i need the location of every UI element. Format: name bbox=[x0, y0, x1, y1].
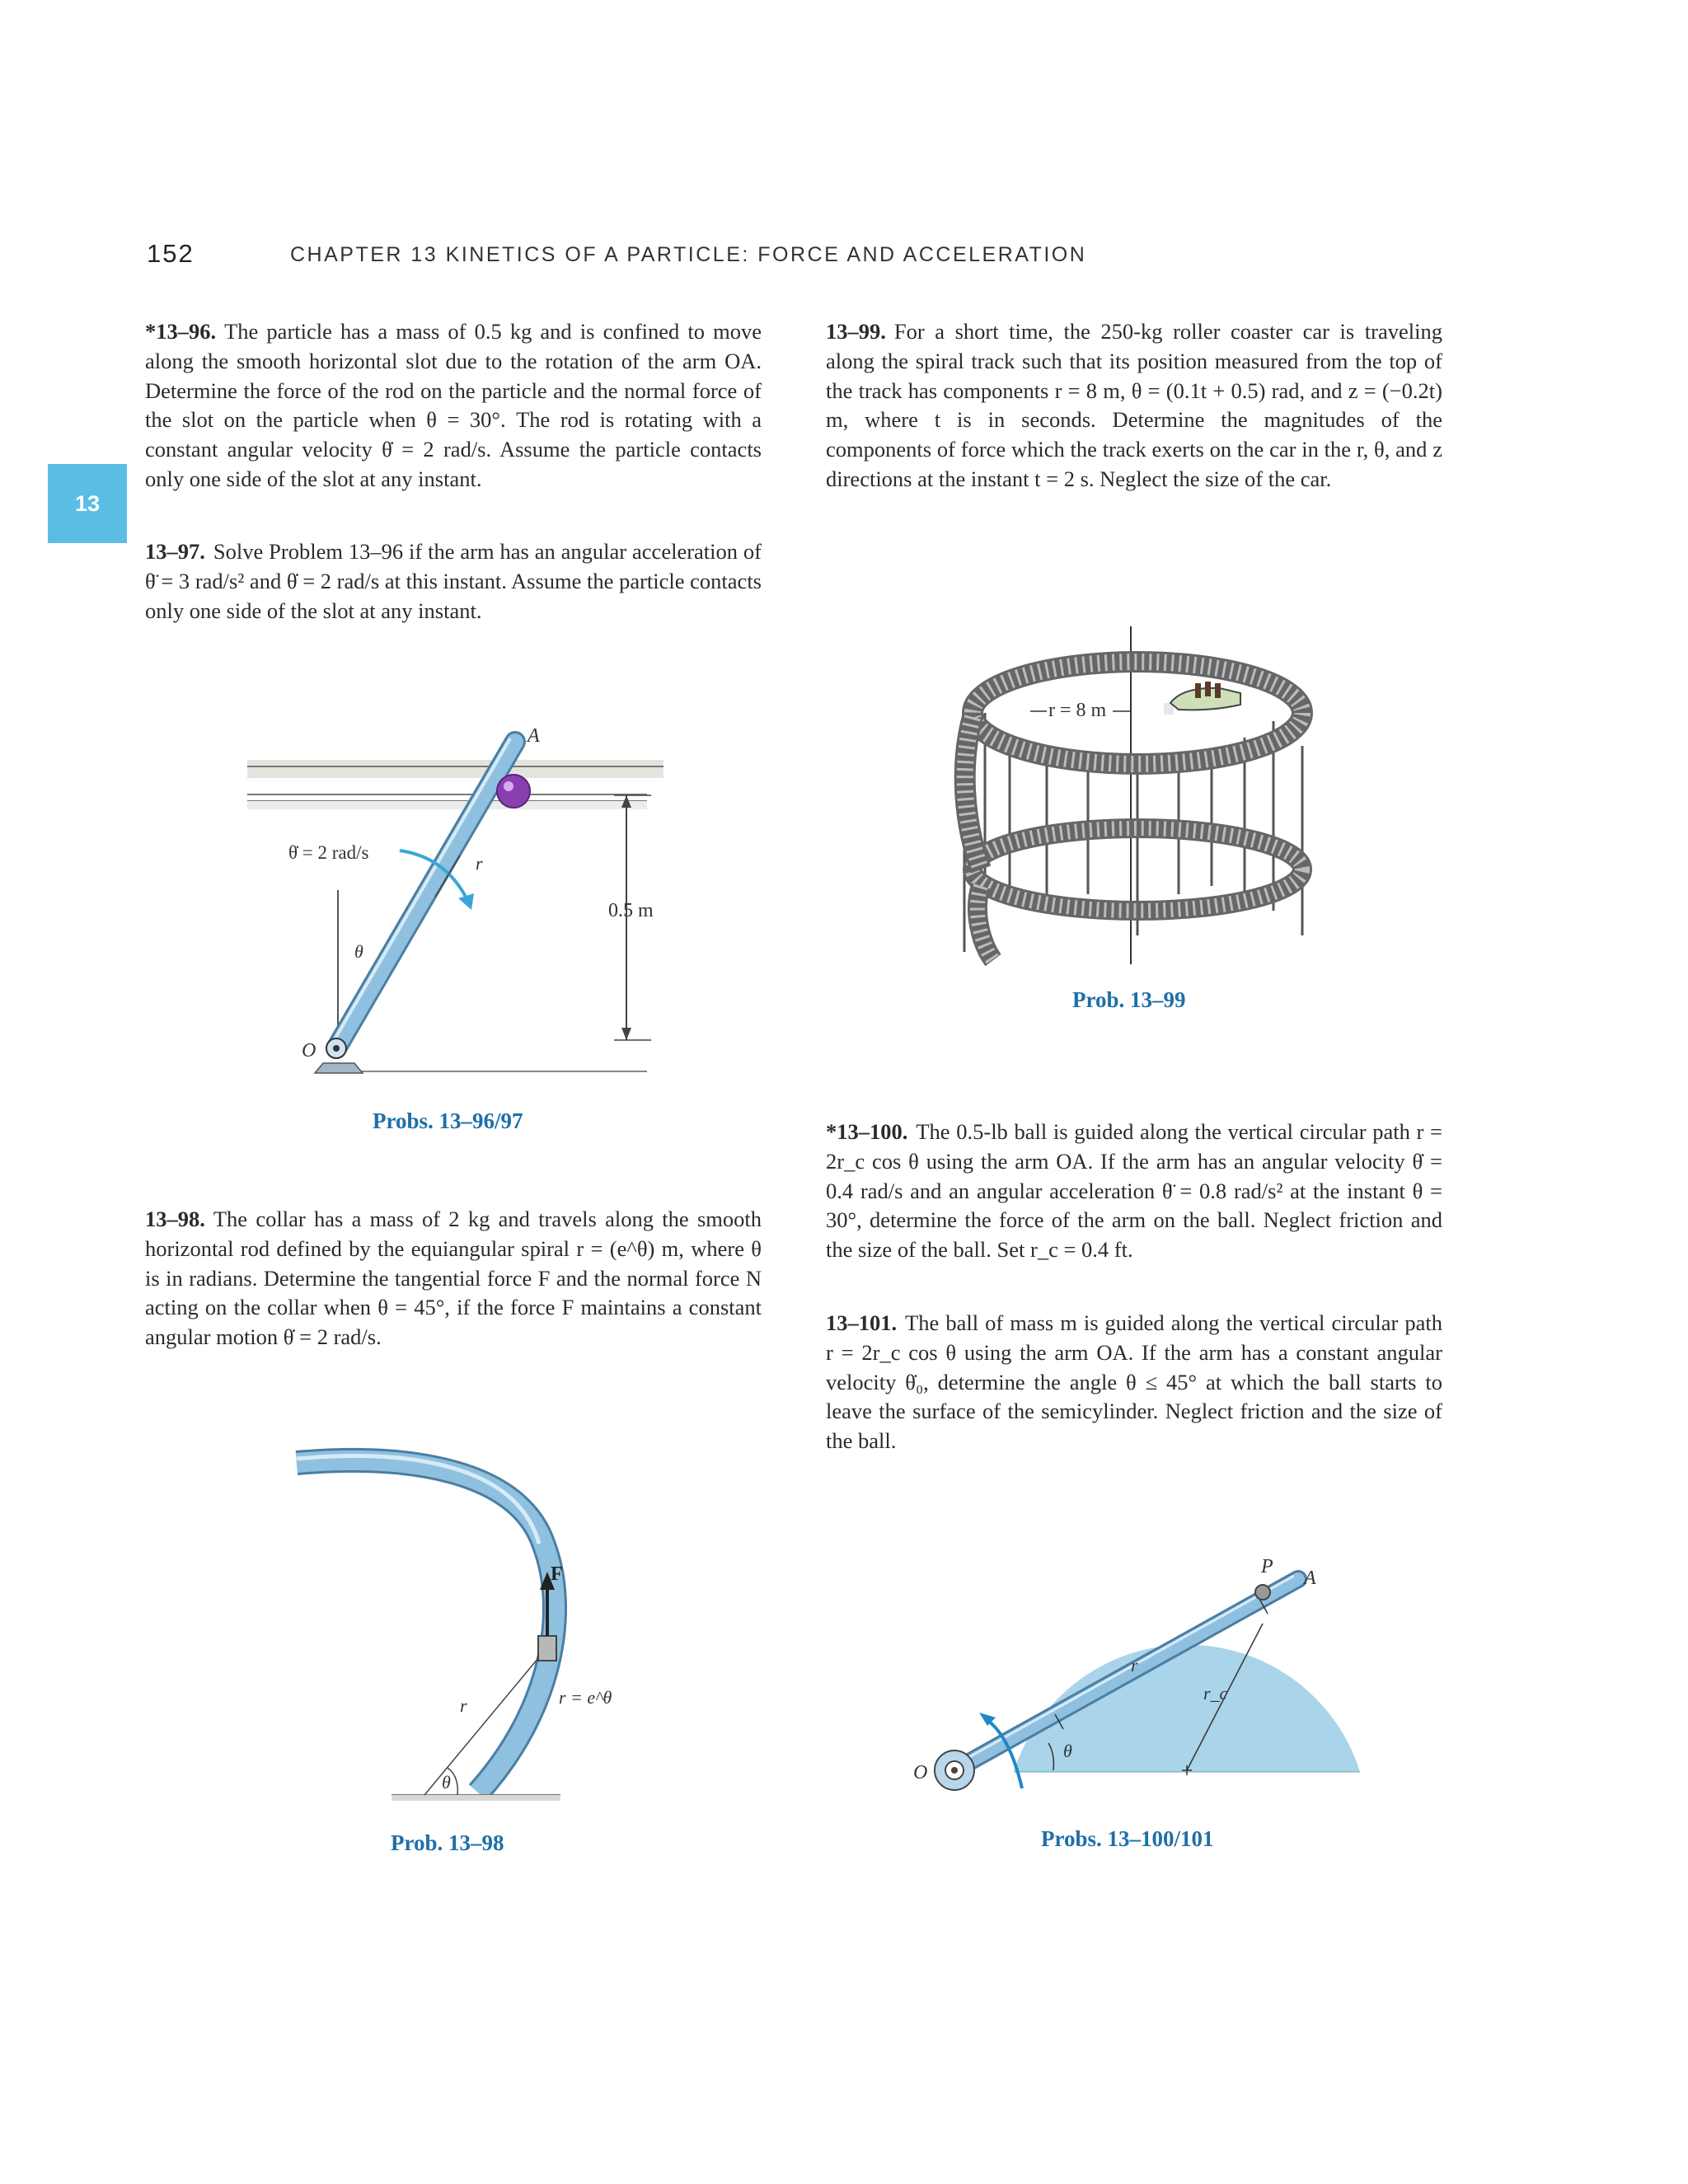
caption-13-96: Probs. 13–96/97 bbox=[373, 1108, 523, 1133]
label-theta: θ bbox=[442, 1772, 451, 1793]
slot-lower-rail bbox=[247, 801, 647, 809]
label-A: A bbox=[1304, 1568, 1316, 1589]
problem-number: 13–97. bbox=[145, 539, 205, 564]
problem-text: Solve Problem 13–96 if the arm has an angular acceleration of θ̈ = 3 rad/s² and θ̇ = 2 rad/s at this instant. Assume the particle contacts only one side of the slot at any instant. bbox=[145, 539, 762, 623]
caption-13-100: Probs. 13–100/101 bbox=[1041, 1826, 1214, 1851]
arm-OA bbox=[336, 742, 515, 1048]
figure-13-96 bbox=[239, 717, 676, 1080]
problem-number: 13–101. bbox=[826, 1310, 898, 1335]
dimension-arrow-bottom bbox=[621, 1028, 631, 1040]
problem-13-98 bbox=[145, 1205, 762, 1352]
problem-number: 13–99. bbox=[826, 319, 886, 344]
label-F: F bbox=[551, 1563, 563, 1585]
slot-upper-rail bbox=[247, 760, 663, 778]
car-riders bbox=[1195, 682, 1221, 698]
problem-13-97 bbox=[145, 537, 762, 626]
problem-number: *13–96. bbox=[145, 319, 217, 344]
label-omega: θ̇ = 2 rad/s bbox=[288, 842, 369, 863]
pin-center bbox=[333, 1045, 340, 1052]
problem-number: 13–98. bbox=[145, 1207, 205, 1231]
problem-13-101 bbox=[826, 1309, 1442, 1456]
label-P: P bbox=[1261, 1556, 1273, 1577]
pin-support bbox=[315, 1063, 363, 1073]
label-A: A bbox=[528, 725, 540, 747]
label-r: r = 8 m bbox=[1048, 700, 1107, 721]
collar bbox=[538, 1636, 556, 1661]
label-theta: θ bbox=[354, 941, 363, 962]
label-O: O bbox=[302, 1040, 316, 1062]
label-r: r bbox=[476, 853, 483, 874]
problem-text: The 0.5-lb ball is guided along the vertical circular path r = 2r_c cos θ using the arm OA. If the arm has an angular velocity θ̇ = 0.4 rad/s and an angular acceleration θ̈ = 0.8 rad/s² at the instant θ = 30°, determine the force of the arm on the ball. Neglect friction and the size of the ball. Set r_c = 0.4 ft. bbox=[826, 1119, 1442, 1263]
label-curve: r = e^θ bbox=[559, 1687, 612, 1708]
spiral-rod bbox=[297, 1460, 555, 1793]
figure-13-99 bbox=[948, 622, 1327, 968]
problem-text: The ball of mass m is guided along the vertical circular path r = 2r_c cos θ using the arm OA. If the arm has a constant angular velocity θ̇₀, determine the angle θ ≤ 45° at which the ball starts to leave the surface of the semicylinder. Neglect friction and the size of the ball. bbox=[826, 1310, 1442, 1454]
chapter-tab: 13 bbox=[48, 464, 127, 543]
running-title: CHAPTER 13 KINETICS OF A PARTICLE: FORCE AND ACCELERATION bbox=[290, 243, 1087, 266]
label-theta: θ bbox=[1063, 1741, 1072, 1761]
rotation-arrowhead bbox=[458, 893, 474, 910]
problem-13-99 bbox=[826, 317, 1442, 494]
label-O: O bbox=[913, 1762, 928, 1783]
ball-P bbox=[1255, 1585, 1270, 1600]
problem-13-100 bbox=[826, 1118, 1442, 1265]
ground-hatch bbox=[392, 1795, 560, 1801]
figure-13-100 bbox=[907, 1549, 1376, 1797]
height-label: 0.5 m bbox=[608, 900, 654, 921]
problem-text: For a short time, the 250-kg roller coaster car is traveling along the spiral track such that its position measured from the top of the track has components r = 8 m, θ = (0.1t + 0.5) rad, and z = (−0.2t) m, where t is in seconds. Determine the magnitudes of the components of force which the track exerts on the car in the r, θ, and z directions at the instant t = 2 s. Neglect the size of the car. bbox=[826, 319, 1442, 491]
pivot-center bbox=[951, 1767, 958, 1774]
label-r: r bbox=[460, 1695, 467, 1716]
problem-text: The particle has a mass of 0.5 kg and is confined to move along the smooth horizontal slot due to the rotation of the arm OA. Determine the force of the rod on the particle and the normal force of the slot on the particle when θ = 30°. The rod is rotating with a constant angular velocity θ̇ = 2 rad/s. Assume the particle contacts only one side of the slot at any instant. bbox=[145, 319, 762, 491]
figure-13-98 bbox=[288, 1438, 635, 1809]
problem-number: *13–100. bbox=[826, 1119, 908, 1144]
particle bbox=[497, 775, 530, 808]
label-rc: r_c bbox=[1203, 1683, 1228, 1704]
arm-highlight bbox=[331, 738, 510, 1045]
problem-text: The collar has a mass of 2 kg and travels along the smooth horizontal rod defined by the equiangular spiral r = (e^θ) m, where θ is in radians. Determine the tangential force F and the normal force N acting on the collar when θ = 45°, if the force F maintains a constant angular motion θ̇ = 2 rad/s. bbox=[145, 1207, 762, 1350]
particle-highlight bbox=[504, 781, 513, 791]
page-number: 152 bbox=[147, 239, 195, 268]
label-r: r bbox=[1131, 1655, 1138, 1675]
problem-13-96 bbox=[145, 317, 762, 494]
caption-13-99: Prob. 13–99 bbox=[1072, 987, 1186, 1012]
caption-13-98: Prob. 13–98 bbox=[391, 1830, 504, 1855]
